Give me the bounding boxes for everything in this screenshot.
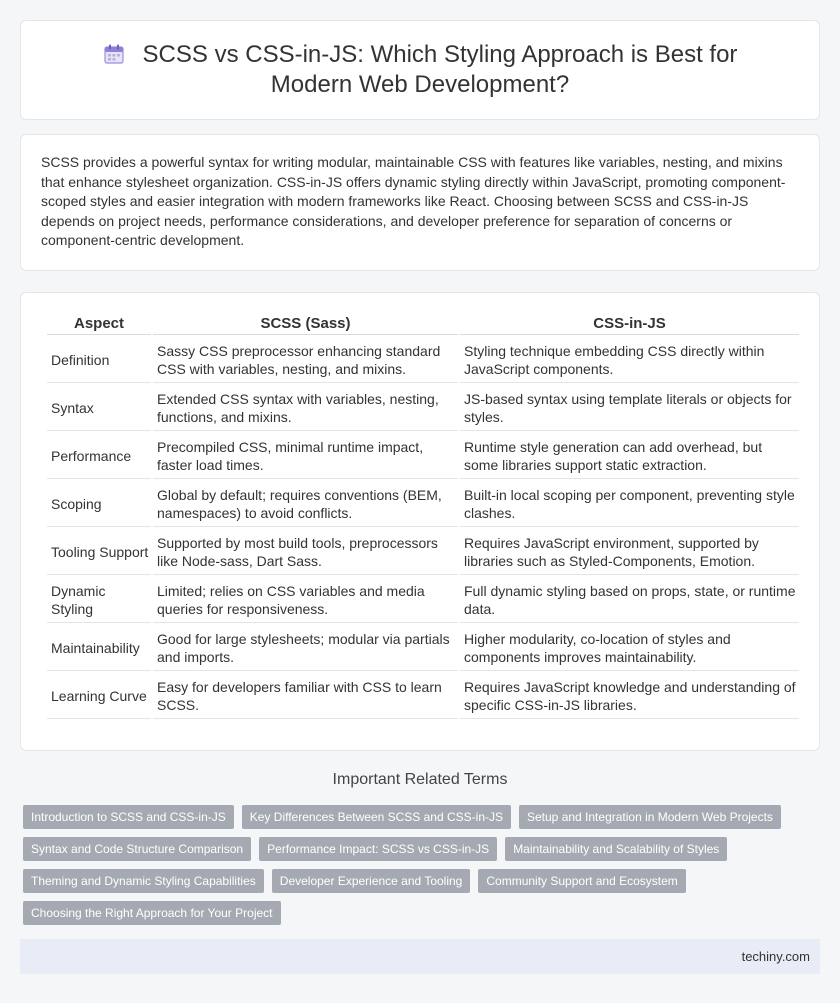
row-aspect: Tooling Support [47, 529, 151, 575]
calendar-icon [103, 43, 125, 65]
comparison-table [45, 311, 801, 721]
comparison-table-card [20, 292, 820, 751]
intro-paragraph: SCSS provides a powerful syntax for writing modular, maintainable CSS with features like variables, nesting, and mixins that enhance stylesheet organization. CSS-in-JS offers dynamic styling directly within JavaScript, promoting component-scoped styles and easier integration with modern frameworks like React. Choosing between SCSS and CSS-in-JS depends on project needs, performance considerations, and developer preference for separation of concerns or component-centric development. [41, 154, 786, 248]
table-row [47, 625, 799, 671]
intro-card [20, 134, 820, 271]
header-aspect: Aspect [47, 313, 151, 335]
related-tag[interactable]: Key Differences Between SCSS and CSS-in-JS [242, 805, 511, 829]
row-cssinjs: Runtime style generation can add overhead, but some libraries support static extraction. [460, 433, 799, 479]
row-cssinjs: JS-based syntax using template literals or objects for styles. [460, 385, 799, 431]
title-card [20, 20, 820, 120]
row-aspect: Maintainability [47, 625, 151, 671]
related-tag[interactable]: Performance Impact: SCSS vs CSS-in-JS [259, 837, 497, 861]
table-row [47, 481, 799, 527]
row-aspect: Learning Curve [47, 673, 151, 719]
title-text: SCSS vs CSS-in-JS: Which Styling Approach is Best for Modern Web Development? [142, 41, 738, 98]
related-tag[interactable]: Developer Experience and Tooling [272, 869, 471, 893]
related-tag[interactable]: Introduction to SCSS and CSS-in-JS [23, 805, 234, 829]
row-scss: Good for large stylesheets; modular via partials and imports. [153, 625, 458, 671]
row-cssinjs: Styling technique embedding CSS directly within JavaScript components. [460, 337, 799, 383]
table-row [47, 433, 799, 479]
row-cssinjs: Requires JavaScript environment, supported by libraries such as Styled-Components, Emotion. [460, 529, 799, 575]
table-row [47, 577, 799, 623]
footer [20, 939, 820, 974]
row-aspect: Performance [47, 433, 151, 479]
row-scss: Limited; relies on CSS variables and media queries for responsiveness. [153, 577, 458, 623]
table-row [47, 529, 799, 575]
related-tag[interactable]: Syntax and Code Structure Comparison [23, 837, 251, 861]
row-cssinjs: Built-in local scoping per component, preventing style clashes. [460, 481, 799, 527]
row-aspect: Definition [47, 337, 151, 383]
table-row [47, 337, 799, 383]
related-tag[interactable]: Theming and Dynamic Styling Capabilities [23, 869, 264, 893]
related-terms-heading: Important Related Terms [332, 771, 508, 788]
row-cssinjs: Requires JavaScript knowledge and understanding of specific CSS-in-JS libraries. [460, 673, 799, 719]
row-aspect: Scoping [47, 481, 151, 527]
row-scss: Sassy CSS preprocessor enhancing standard CSS with variables, nesting, and mixins. [153, 337, 458, 383]
related-tag[interactable]: Community Support and Ecosystem [478, 869, 685, 893]
header-cssinjs: CSS-in-JS [460, 313, 799, 335]
row-scss: Easy for developers familiar with CSS to learn SCSS. [153, 673, 458, 719]
row-aspect: Syntax [47, 385, 151, 431]
table-row [47, 673, 799, 719]
header-scss: SCSS (Sass) [153, 313, 458, 335]
row-cssinjs: Higher modularity, co-location of styles and components improves maintainability. [460, 625, 799, 671]
related-terms-tags [0, 805, 813, 933]
row-aspect: Dynamic Styling [47, 577, 151, 623]
page-title [70, 40, 770, 100]
related-tag[interactable]: Choosing the Right Approach for Your Project [23, 901, 281, 925]
table-row [47, 385, 799, 431]
row-scss: Extended CSS syntax with variables, nesting, functions, and mixins. [153, 385, 458, 431]
table-header-row [47, 313, 799, 335]
row-scss: Global by default; requires conventions (BEM, namespaces) to avoid conflicts. [153, 481, 458, 527]
related-tag[interactable]: Setup and Integration in Modern Web Projects [519, 805, 781, 829]
row-scss: Precompiled CSS, minimal runtime impact, faster load times. [153, 433, 458, 479]
row-cssinjs: Full dynamic styling based on props, state, or runtime data. [460, 577, 799, 623]
related-tag[interactable]: Maintainability and Scalability of Styles [505, 837, 727, 861]
row-scss: Supported by most build tools, preprocessors like Node-sass, Dart Sass. [153, 529, 458, 575]
footer-site-link[interactable]: techiny.com [741, 949, 810, 964]
